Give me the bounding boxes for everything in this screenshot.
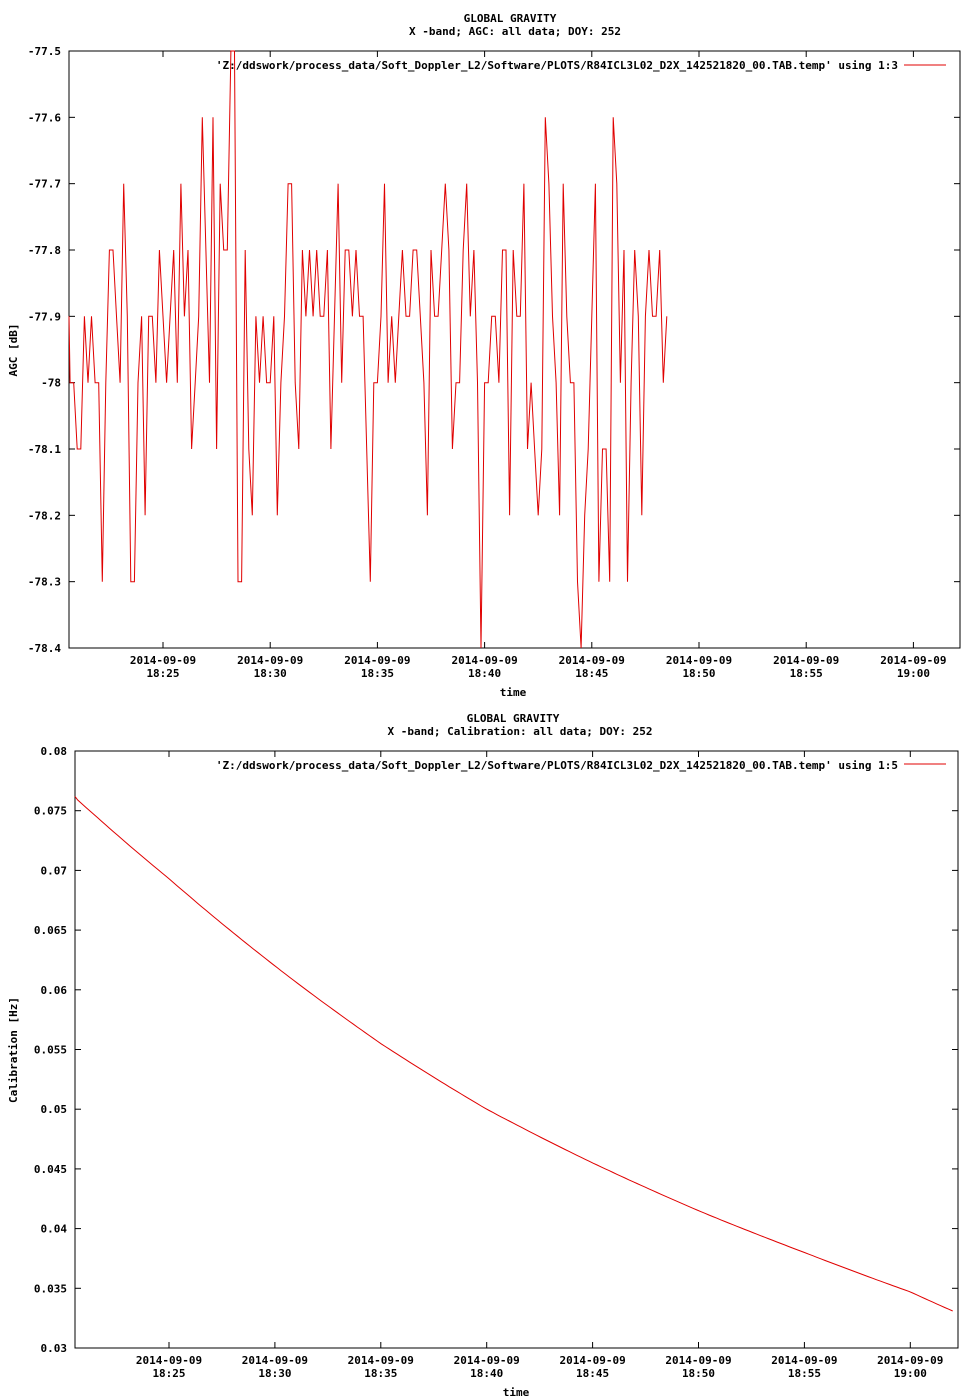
chart-subtitle: X -band; AGC: all data; DOY: 252 (409, 25, 621, 38)
y-tick-label: 0.05 (40, 1103, 67, 1117)
plot-frame (75, 751, 958, 1348)
x-tick-time: 18:45 (575, 667, 609, 680)
x-axis-label: time (499, 686, 527, 699)
y-tick-label: -77.6 (27, 111, 61, 125)
y-tick-label: -78.3 (27, 575, 61, 589)
x-tick-date: 2014-09-09 (237, 654, 304, 667)
x-tick-date: 2014-09-09 (558, 654, 625, 667)
legend-label: 'Z:/ddswork/process_data/Soft_Doppler_L2/Software/PLOTS/R84ICL3L02_D2X_142521820_00.TAB.temp' using 1:5 (215, 759, 898, 772)
x-tick-time: 18:50 (681, 1367, 716, 1380)
y-tick-label: 0.055 (33, 1043, 67, 1057)
x-axis-label: time (502, 1386, 530, 1399)
x-tick-time: 18:35 (364, 1367, 398, 1380)
x-tick-time: 18:30 (253, 667, 287, 680)
y-tick-label: 0.075 (33, 804, 67, 818)
y-ticks (34, 745, 958, 1355)
x-tick-time: 18:40 (468, 667, 502, 680)
x-tick-date: 2014-09-09 (344, 654, 411, 667)
y-tick-label: -77.5 (27, 45, 61, 58)
x-tick-date: 2014-09-09 (241, 1354, 309, 1367)
x-tick-time: 18:30 (258, 1367, 292, 1380)
x-tick-date: 2014-09-09 (453, 1354, 520, 1367)
agc-chart (7, 12, 960, 699)
x-tick-time: 18:55 (787, 1367, 821, 1380)
x-tick-date: 2014-09-09 (880, 654, 947, 667)
x-tick-time: 18:45 (576, 1367, 610, 1380)
y-tick-label: 0.065 (33, 924, 67, 938)
y-tick-label: -78.4 (27, 642, 61, 655)
x-tick-date: 2014-09-09 (129, 654, 197, 667)
calibration-chart (7, 712, 958, 1399)
chart-title: GLOBAL GRAVITY (466, 712, 560, 725)
y-axis-label: Calibration [Hz] (7, 997, 20, 1103)
y-tick-label: 0.04 (40, 1222, 67, 1236)
chart-title: GLOBAL GRAVITY (463, 12, 557, 25)
y-tick-label: 0.03 (40, 1342, 67, 1355)
y-ticks (28, 45, 960, 655)
x-tick-date: 2014-09-09 (665, 1354, 732, 1367)
y-tick-label: -78.1 (27, 443, 61, 456)
y-tick-label: -77.7 (27, 177, 61, 191)
y-tick-label: -78 (41, 376, 61, 390)
x-tick-date: 2014-09-09 (877, 1354, 944, 1367)
series-line-calibration (75, 796, 953, 1311)
y-tick-label: -77.9 (27, 310, 61, 324)
y-tick-label: 0.08 (40, 745, 67, 758)
y-tick-label: 0.035 (33, 1282, 67, 1296)
x-tick-date: 2014-09-09 (771, 1354, 838, 1367)
x-tick-date: 2014-09-09 (665, 654, 733, 667)
x-tick-time: 18:25 (146, 667, 180, 680)
x-tick-time: 18:40 (470, 1367, 504, 1380)
x-tick-date: 2014-09-09 (347, 1354, 414, 1367)
x-tick-date: 2014-09-09 (451, 654, 518, 667)
y-tick-label: -77.8 (27, 244, 61, 257)
y-tick-label: 0.07 (40, 864, 67, 878)
y-axis-label: AGC [dB] (7, 323, 20, 377)
x-tick-time: 18:50 (682, 667, 716, 680)
x-ticks (130, 51, 947, 680)
y-tick-label: -78.2 (27, 509, 61, 523)
x-tick-date: 2014-09-09 (773, 654, 840, 667)
x-tick-time: 19:00 (896, 667, 930, 680)
x-tick-time: 18:35 (360, 667, 394, 680)
x-tick-time: 18:55 (789, 667, 823, 680)
series-line-agc (69, 51, 667, 648)
legend-label: 'Z:/ddswork/process_data/Soft_Doppler_L2/Software/PLOTS/R84ICL3L02_D2X_142521820_00.TAB.temp' using 1:3 (215, 59, 898, 72)
chart-subtitle: X -band; Calibration: all data; DOY: 252 (387, 725, 653, 738)
x-tick-time: 19:00 (893, 1367, 927, 1380)
y-tick-label: 0.06 (40, 983, 67, 997)
x-tick-date: 2014-09-09 (559, 1354, 626, 1367)
x-ticks (136, 751, 944, 1380)
y-tick-label: 0.045 (33, 1162, 67, 1176)
x-tick-time: 18:25 (152, 1367, 186, 1380)
x-tick-date: 2014-09-09 (135, 1354, 203, 1367)
